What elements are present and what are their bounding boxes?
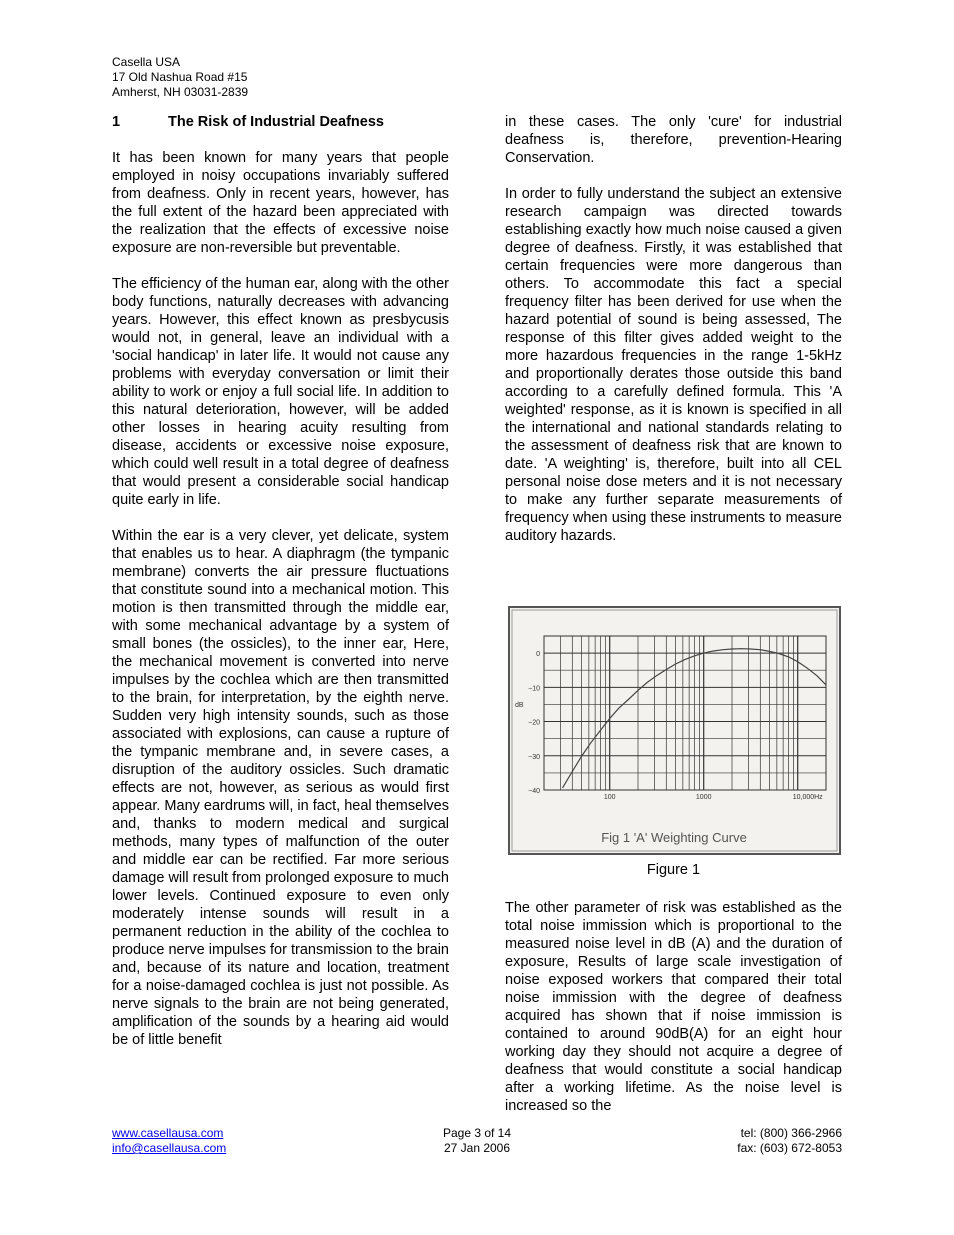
address-line-2: Amherst, NH 03031-2839	[112, 85, 249, 99]
paragraph: The other parameter of risk was established as the total noise immission which is proportional to the measured noise level in dB (A) and the duration of exposure, Results of large scale investigation of noise exposed workers that compared their total noise immission with the degree of deafness acquired has shown that if noise immission is contained to around 90dB(A) for an eight hour working day they should not acquire a degree of deafness that would constitute a social handicap after a working lifetime. As the noise level is increased so the	[505, 900, 842, 1114]
page-number: Page 3 of 14	[442, 1126, 512, 1140]
section-number: 1	[112, 114, 121, 130]
y-tick-label: −10	[528, 685, 540, 693]
company-name: Casella USA	[112, 55, 181, 69]
footer-left	[112, 1126, 226, 1156]
document-date: 27 Jan 2006	[443, 1141, 511, 1155]
y-axis-label: dB	[515, 702, 524, 709]
right-column	[505, 113, 842, 563]
section-title: The Risk of Industrial Deafness	[168, 114, 384, 130]
paragraph: In order to fully understand the subject an extensive research campaign was directed towards establishing exactly how much noise caused a given degree of deafness. Firstly, it was established that certain frequencies were more dangerous than others. To accommodate this fact a special frequency filter has been derived for use when the hazard potential of sound is being assessed, The response of this filter gives added weight to the more hazardous frequencies in the range 1-5kHz and proportionally derates those outside this band according to a carefully defined formula. This 'A weighted' response, as it is known is specified in all the international and national standards relating to the assessment of deafness risk that are known to date. 'A weighting' is, therefore, built into all CEL personal noise dose meters and it is not necessary to make any further separate measurements of frequency when using these instruments to measure auditory hazards.	[505, 186, 842, 544]
section-heading	[112, 113, 449, 131]
telephone: tel: (800) 366-2966	[740, 1126, 842, 1140]
paragraph: It has been known for many years that people employed in noisy occupations invariably suffered from deafness. Only in recent years, however, has the full extent of the hazard been appreciated with the realization that the effects of excessive noise exposure are non-reversible but preventable.	[112, 150, 449, 256]
paragraph: The efficiency of the human ear, along with the other body functions, naturally decreases with advancing years. However, this effect known as presbycusis would not, in general, leave an individual with a 'social handicap' in later life. It would not cause any problems with everyday conversation or limit their ability to work or enjoy a full social life. In addition to this natural deterioration, however, will be added other losses in hearing acuity resulting from disease, accidents or excessive noise exposure, which could well result in a total degree of deafness that would present a considerable social handicap quite early in life.	[112, 276, 449, 508]
y-tick-label: −30	[528, 753, 540, 761]
a-weighting-figure	[508, 606, 841, 855]
figure-inner-title: Fig 1 'A' Weighting Curve	[601, 830, 747, 845]
left-column	[112, 113, 449, 1067]
y-tick-label: 0	[536, 651, 540, 659]
paragraph: Within the ear is a very clever, yet delicate, system that enables us to hear. A diaphragm (the tympanic membrane) converts the air pressure fluctuations that constitute sound into a mechanical motion. This motion is then transmitted through the middle ear, with some mechanical advantage by a system of small bones (the ossicles), to the inner ear, Here, the mechanical movement is converted into nerve impulses by the cochlea which are then transmitted to the brain, for interpretation, by the eighth nerve. Sudden very high intensity sounds, such as those associated with explosions, can cause a rupture of the tympanic membrane and, in severe cases, a disruption of the auditory ossicles. Such dramatic effects are not, however, as serious as would first appear. Many eardrums will, in fact, heal themselves and, thanks to modern medical and surgical methods, many types of malfunction of the outer and middle ear can be rectified. Far more serious damage will result from prolonged exposure to much lower levels. Continued exposure to even only moderately intense sounds will result in a permanent reduction in the ability of the cochlea to produce nerve impulses for transmission to the brain and, because of its nature and location, treatment for a noise-damaged cochlea is just not possible. As nerve signals to the brain are not being generated, amplification of the sounds by a hearing aid would be of little benefit	[112, 528, 449, 1048]
paragraph: in these cases. The only 'cure' for industrial deafness is, therefore, prevention-Hearing Conservation.	[505, 114, 842, 166]
x-tick-label: 10,000Hz	[792, 794, 823, 801]
x-tick-label: 1000	[695, 794, 712, 801]
footer-center	[400, 1126, 554, 1156]
a-weighting-chart	[508, 606, 841, 855]
email-link[interactable]: info@casellausa.com	[112, 1141, 227, 1155]
right-column-continued	[505, 899, 842, 1133]
y-tick-label: −20	[528, 719, 540, 727]
fax: fax: (603) 672-8053	[737, 1141, 842, 1155]
figure-caption: Figure 1	[646, 862, 701, 878]
website-link[interactable]: www.casellausa.com	[112, 1126, 224, 1140]
y-tick-label: −40	[528, 788, 540, 795]
x-tick-label: 100	[603, 794, 616, 801]
figure-frame	[509, 607, 840, 854]
address-line-1: 17 Old Nashua Road #15	[112, 70, 248, 84]
footer-right	[737, 1126, 842, 1156]
letterhead	[112, 55, 248, 100]
